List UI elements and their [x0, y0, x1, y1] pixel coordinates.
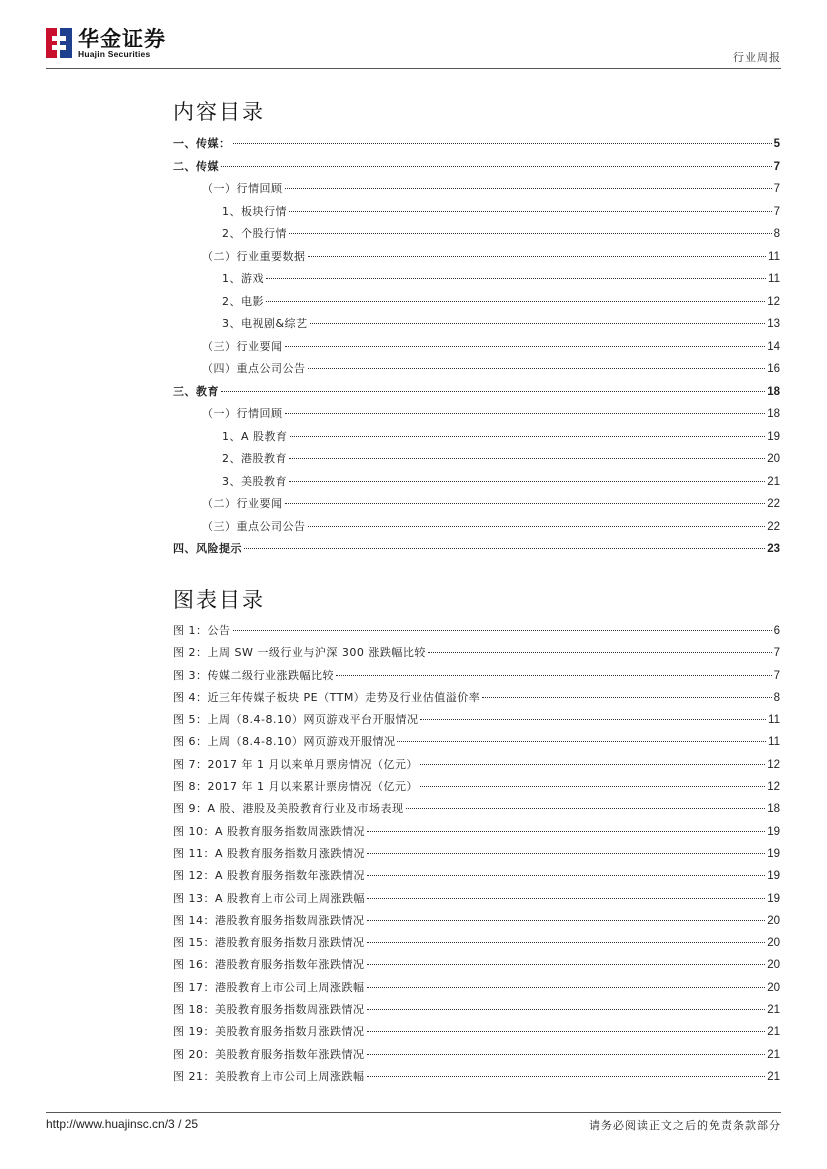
figure-entry-page: 19: [767, 847, 780, 860]
toc-entry-label: 1、板块行情: [222, 204, 287, 218]
figure-entry[interactable]: [173, 979, 780, 1001]
dot-leader: [420, 719, 766, 720]
toc-entry-page: 14: [767, 340, 780, 353]
figure-entry[interactable]: [173, 890, 780, 912]
toc-entry-label: 二、传媒: [173, 159, 219, 173]
toc-entry-label: 2、个股行情: [222, 227, 287, 240]
dot-leader: [367, 964, 766, 965]
toc-entry[interactable]: [173, 360, 780, 383]
toc-entry-page: 11: [768, 273, 780, 285]
toc-entry-label: （三）行业要闻: [202, 339, 283, 353]
dot-leader: [244, 548, 765, 549]
dot-leader: [266, 301, 765, 302]
toc-entry-label: 1、游戏: [222, 272, 264, 285]
toc-entry-label: 1、A 股教育: [222, 429, 288, 443]
toc-entry-label: 3、电视剧&综艺: [222, 317, 308, 330]
figure-entry-label: 图 12：A 股教育服务指数年涨跌情况: [173, 869, 366, 883]
figure-entry-page: 11: [768, 714, 780, 727]
figure-entry-label: 图 8：2017 年 1 月以来累计票房情况（亿元）: [173, 780, 418, 794]
toc-entry-label: 3、美股教育: [222, 474, 287, 488]
toc-entry-label: （四）重点公司公告: [202, 362, 306, 375]
toc-entry-label: （二）行业要闻: [202, 497, 283, 510]
toc-entry-label: 一、传媒：: [173, 137, 231, 150]
dot-leader: [285, 346, 766, 347]
dot-leader: [367, 875, 765, 876]
dot-leader: [233, 630, 772, 631]
figure-entry-page: 7: [773, 647, 780, 660]
dot-leader: [420, 764, 765, 765]
toc-entry[interactable]: [173, 248, 780, 271]
figure-entry-page: 20: [767, 981, 780, 994]
page-footer: [0, 1100, 827, 1169]
footer-divider: [46, 1112, 781, 1113]
figure-entry-label: 图 13：A 股教育上市公司上周涨跌幅: [173, 891, 366, 905]
figure-entry-label: 图 9：A 股、港股及美股教育行业及市场表现: [173, 802, 404, 816]
figure-entry[interactable]: [173, 711, 780, 733]
dot-leader: [221, 391, 765, 392]
dot-leader: [289, 211, 772, 212]
figure-entry-page: 21: [767, 1026, 780, 1039]
toc-entry-page: 19: [767, 430, 780, 443]
dot-leader: [285, 503, 766, 504]
dot-leader: [336, 675, 772, 676]
figure-entry-label: 图 1：公告: [173, 624, 231, 637]
toc-entry[interactable]: [173, 450, 780, 473]
figure-entry-label: 图 19：美股教育服务指数月涨跌情况: [173, 1025, 365, 1039]
table-of-contents: [173, 135, 780, 563]
dot-leader: [367, 1054, 766, 1055]
figure-entry[interactable]: [173, 867, 780, 889]
figure-entry[interactable]: [173, 845, 780, 867]
dot-leader: [367, 898, 765, 899]
dot-leader: [308, 526, 766, 527]
toc-entry-page: 23: [767, 543, 780, 555]
figure-entry[interactable]: [173, 622, 780, 644]
dot-leader: [308, 368, 766, 369]
figure-entry-label: 图 16：港股教育服务指数年涨跌情况: [173, 958, 365, 972]
figure-entry-label: 图 17：港股教育上市公司上周涨跌幅: [173, 980, 365, 994]
figure-entry-page: 18: [767, 803, 780, 816]
toc-entry[interactable]: [173, 180, 780, 203]
figure-entry-label: 图 4：近三年传媒子板块 PE（TTM）走势及行业估值溢价率: [173, 690, 481, 704]
figure-entry-label: 图 21：美股教育上市公司上周涨跌幅: [173, 1069, 365, 1083]
toc-entry-page: 7: [773, 183, 780, 195]
toc-entry-page: 5: [773, 138, 780, 150]
figure-entry-page: 19: [767, 825, 780, 838]
dot-leader: [397, 741, 766, 742]
toc-entry-page: 16: [767, 363, 780, 375]
toc-entry[interactable]: [173, 315, 780, 338]
toc-entry-page: 22: [767, 520, 780, 533]
dot-leader: [266, 278, 766, 279]
toc-entry-page: 20: [767, 453, 780, 465]
dot-leader: [308, 256, 767, 257]
list-of-figures: [173, 622, 780, 1090]
figure-list-title: 图表目录: [173, 588, 265, 612]
figure-entry-page: 20: [767, 959, 780, 972]
toc-entry-page: 11: [768, 250, 780, 263]
figure-entry[interactable]: [173, 934, 780, 956]
dot-leader: [367, 831, 765, 832]
dot-leader: [482, 697, 771, 698]
figure-entry-page: 19: [767, 870, 780, 883]
dot-leader: [310, 323, 766, 324]
figure-entry[interactable]: [173, 823, 780, 845]
dot-leader: [367, 1076, 766, 1077]
figure-entry-label: 图 18：美股教育服务指数周涨跌情况: [173, 1003, 365, 1017]
figure-entry-label: 图 20：美股教育服务指数年涨跌情况: [173, 1047, 365, 1061]
toc-entry-page: 18: [767, 408, 780, 420]
toc-entry-label: 四、风险提示: [173, 542, 242, 555]
dot-leader: [367, 920, 766, 921]
company-logo: [46, 28, 166, 59]
toc-entry[interactable]: [173, 540, 780, 563]
toc-entry[interactable]: [173, 383, 780, 406]
header-divider: [46, 68, 781, 69]
figure-entry-page: 20: [767, 937, 780, 950]
toc-entry-page: 21: [767, 475, 780, 488]
figure-entry[interactable]: [173, 756, 780, 778]
dot-leader: [285, 188, 772, 189]
figure-entry-label: 图 10：A 股教育服务指数周涨跌情况: [173, 824, 366, 838]
dot-leader: [289, 233, 772, 234]
figure-entry[interactable]: [173, 1001, 780, 1023]
figure-entry-label: 图 7：2017 年 1 月以来单月票房情况（亿元）: [173, 757, 418, 771]
huajin-logo-icon: [46, 28, 72, 58]
logo-chinese-name: 华金证券: [78, 27, 166, 51]
footer-disclaimer: 请务必阅读正文之后的免责条款部分: [589, 1119, 781, 1132]
dot-leader: [406, 808, 766, 809]
figure-entry-page: 19: [767, 892, 780, 905]
footer-url-page[interactable]: http://www.huajinsc.cn/3 / 25: [46, 1117, 199, 1131]
toc-entry-page: 8: [773, 228, 780, 240]
dot-leader: [290, 436, 766, 437]
figure-entry[interactable]: [173, 800, 780, 822]
toc-entry[interactable]: [173, 293, 780, 316]
figure-entry-page: 21: [767, 1070, 780, 1083]
dot-leader: [367, 1009, 766, 1010]
toc-entry-page: 22: [767, 498, 780, 510]
toc-entry[interactable]: [173, 518, 780, 541]
figure-entry-page: 11: [768, 736, 780, 749]
dot-leader: [420, 786, 765, 787]
dot-leader: [221, 166, 772, 167]
dot-leader: [289, 481, 765, 482]
toc-entry-label: 2、电影: [222, 294, 264, 308]
page-header: [0, 0, 827, 70]
toc-entry[interactable]: [173, 338, 780, 361]
figure-entry[interactable]: [173, 912, 780, 934]
figure-entry-page: 7: [773, 669, 780, 682]
toc-entry-label: （一）行情回顾: [202, 182, 283, 195]
document-type: 行业周报: [733, 51, 781, 64]
figure-entry-page: 20: [767, 914, 780, 927]
figure-entry-label: 图 15：港股教育服务指数月涨跌情况: [173, 936, 365, 950]
toc-entry-page: 7: [773, 160, 780, 173]
toc-entry-label: 2、港股教育: [222, 452, 287, 465]
toc-entry[interactable]: [173, 270, 780, 293]
figure-entry[interactable]: [173, 1046, 780, 1068]
figure-entry-page: 21: [767, 1004, 780, 1017]
figure-entry-page: 12: [767, 781, 780, 794]
toc-entry[interactable]: [173, 225, 780, 248]
figure-entry-page: 21: [767, 1048, 780, 1061]
toc-entry-label: （二）行业重要数据: [202, 249, 306, 263]
figure-entry-label: 图 14：港股教育服务指数周涨跌情况: [173, 913, 365, 927]
dot-leader: [285, 413, 766, 414]
dot-leader: [367, 1031, 766, 1032]
figure-entry[interactable]: [173, 667, 780, 689]
dot-leader: [289, 458, 765, 459]
figure-entry-page: 8: [773, 691, 780, 704]
figure-entry-label: 图 2：上周 SW 一级行业与沪深 300 涨跌幅比较: [173, 646, 426, 660]
toc-entry-label: 三、教育: [173, 384, 219, 398]
dot-leader: [428, 652, 772, 653]
figure-entry-page: 6: [773, 625, 780, 637]
figure-entry-label: 图 5：上周（8.4-8.10）网页游戏平台开服情况: [173, 713, 419, 727]
toc-entry-label: （三）重点公司公告: [202, 519, 306, 533]
dot-leader: [367, 942, 766, 943]
toc-entry-label: （一）行情回顾: [202, 407, 283, 420]
logo-english-name: Huajin Securities: [78, 49, 151, 59]
figure-entry[interactable]: [173, 733, 780, 755]
toc-entry-page: 13: [767, 318, 780, 330]
toc-entry-page: 18: [767, 385, 780, 398]
dot-leader: [367, 987, 766, 988]
toc-entry[interactable]: [173, 158, 780, 181]
figure-entry-page: 12: [767, 758, 780, 771]
figure-entry-label: 图 3：传媒二级行业涨跌幅比较: [173, 668, 334, 682]
figure-entry[interactable]: [173, 1023, 780, 1045]
toc-entry[interactable]: [173, 495, 780, 518]
figure-entry[interactable]: [173, 644, 780, 666]
figure-entry-label: 图 11：A 股教育服务指数月涨跌情况: [173, 846, 366, 860]
toc-entry[interactable]: [173, 203, 780, 226]
toc-entry[interactable]: [173, 473, 780, 496]
dot-leader: [367, 853, 765, 854]
figure-entry[interactable]: [173, 778, 780, 800]
toc-entry-page: 12: [767, 295, 780, 308]
figure-entry-label: 图 6：上周（8.4-8.10）网页游戏开服情况: [173, 735, 396, 749]
toc-entry[interactable]: [173, 405, 780, 428]
figure-entry[interactable]: [173, 956, 780, 978]
figure-entry[interactable]: [173, 1068, 780, 1090]
toc-entry[interactable]: [173, 428, 780, 451]
dot-leader: [233, 143, 772, 144]
toc-entry-page: 7: [773, 205, 780, 218]
toc-title: 内容目录: [173, 100, 265, 124]
toc-entry[interactable]: [173, 135, 780, 158]
figure-entry[interactable]: [173, 689, 780, 711]
